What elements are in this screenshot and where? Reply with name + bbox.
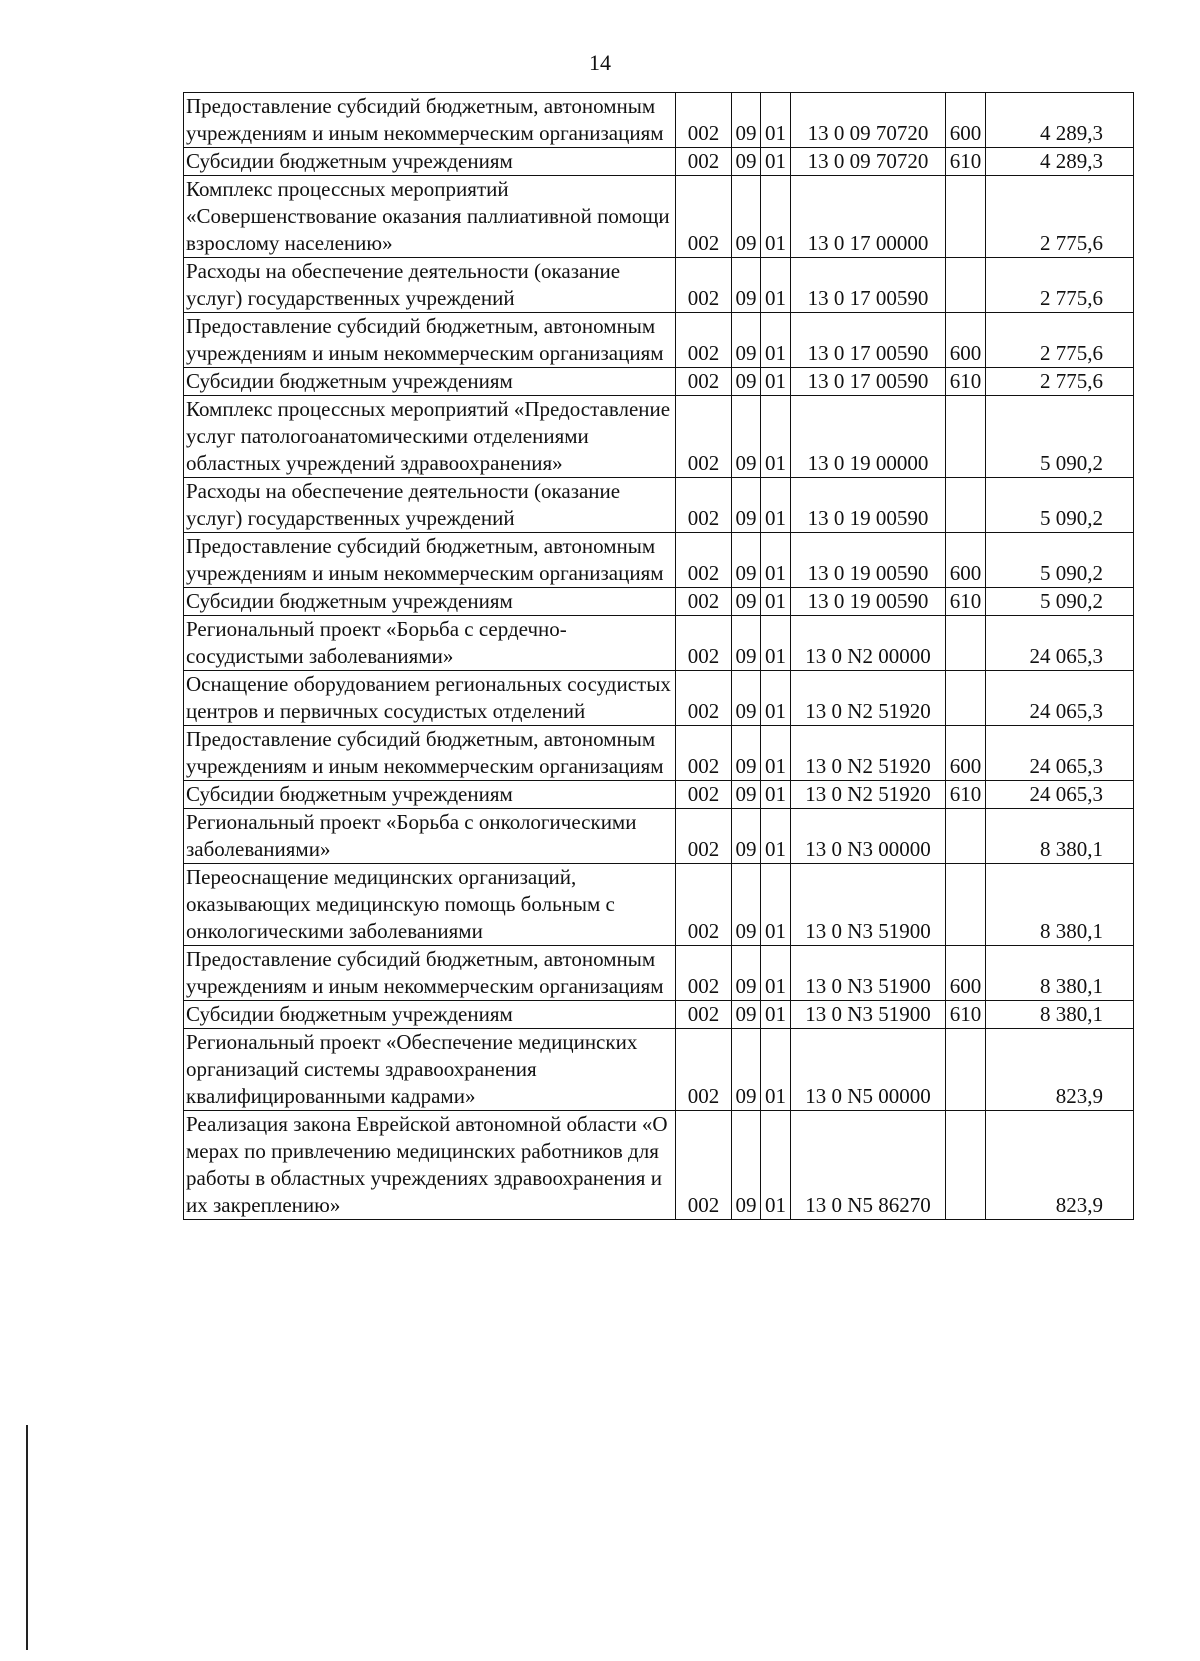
row-name: Субсидии бюджетным учреждениям [184,148,676,176]
row-name: Расходы на обеспечение деятельности (оказание услуг) государственных учреждений [184,478,676,533]
ministry-code: 002 [676,148,732,176]
ministry-code: 002 [676,781,732,809]
subsection-code: 01 [761,1111,791,1220]
subsection-code: 01 [761,368,791,396]
row-name: Комплекс процессных мероприятий «Совершенствование оказания паллиативной помощи взрослому населению» [184,176,676,258]
section-code: 09 [732,313,761,368]
expense-type-code: 610 [946,368,986,396]
ministry-code: 002 [676,864,732,946]
amount: 8 380,1 [986,1001,1134,1029]
section-code: 09 [732,781,761,809]
table-row [184,1111,1134,1220]
table-row [184,1029,1134,1111]
target-article-code: 13 0 N5 00000 [791,1029,946,1111]
row-name: Расходы на обеспечение деятельности (оказание услуг) государственных учреждений [184,258,676,313]
section-code: 09 [732,1029,761,1111]
section-code: 09 [732,368,761,396]
table-row [184,864,1134,946]
target-article-code: 13 0 N5 86270 [791,1111,946,1220]
table-row [184,478,1134,533]
expense-type-code [946,1029,986,1111]
target-article-code: 13 0 N3 51900 [791,946,946,1001]
table-row [184,809,1134,864]
expense-type-code [946,671,986,726]
table-row [184,258,1134,313]
row-name: Региональный проект «Обеспечение медицинских организаций системы здравоохранения квалифицированными кадрами» [184,1029,676,1111]
row-name: Оснащение оборудованием региональных сосудистых центров и первичных сосудистых отделений [184,671,676,726]
row-name: Предоставление субсидий бюджетным, автономным учреждениям и иным некоммерческим организациям [184,533,676,588]
ministry-code: 002 [676,396,732,478]
subsection-code: 01 [761,946,791,1001]
row-name: Предоставление субсидий бюджетным, автономным учреждениям и иным некоммерческим организациям [184,93,676,148]
subsection-code: 01 [761,616,791,671]
target-article-code: 13 0 N3 51900 [791,864,946,946]
amount: 823,9 [986,1029,1134,1111]
target-article-code: 13 0 N2 51920 [791,726,946,781]
row-name: Переоснащение медицинских организаций, оказывающих медицинскую помощь больным с онкологическими заболеваниями [184,864,676,946]
amount: 24 065,3 [986,781,1134,809]
expense-type-code: 600 [946,313,986,368]
target-article-code: 13 0 19 00590 [791,588,946,616]
row-name: Субсидии бюджетным учреждениям [184,1001,676,1029]
target-article-code: 13 0 N2 51920 [791,671,946,726]
expense-type-code [946,258,986,313]
section-code: 09 [732,533,761,588]
ministry-code: 002 [676,533,732,588]
target-article-code: 13 0 19 00590 [791,533,946,588]
section-code: 09 [732,671,761,726]
row-name: Комплекс процессных мероприятий «Предоставление услуг патологоанатомическими отделениями областных учреждений здравоохранения» [184,396,676,478]
row-name: Региональный проект «Борьба с онкологическими заболеваниями» [184,809,676,864]
subsection-code: 01 [761,864,791,946]
row-name: Субсидии бюджетным учреждениям [184,781,676,809]
subsection-code: 01 [761,1029,791,1111]
expense-type-code: 600 [946,726,986,781]
section-code: 09 [732,1111,761,1220]
table-row [184,616,1134,671]
table-row [184,396,1134,478]
table-row [184,148,1134,176]
row-name: Субсидии бюджетным учреждениям [184,368,676,396]
ministry-code: 002 [676,616,732,671]
ministry-code: 002 [676,258,732,313]
target-article-code: 13 0 17 00590 [791,368,946,396]
table-row [184,726,1134,781]
expense-type-code: 610 [946,148,986,176]
subsection-code: 01 [761,93,791,148]
expense-type-code: 610 [946,781,986,809]
expense-type-code [946,809,986,864]
table-row [184,313,1134,368]
subsection-code: 01 [761,176,791,258]
table-row [184,368,1134,396]
expense-type-code [946,616,986,671]
target-article-code: 13 0 N3 00000 [791,809,946,864]
amount: 24 065,3 [986,671,1134,726]
section-code: 09 [732,258,761,313]
ministry-code: 002 [676,1001,732,1029]
row-name: Предоставление субсидий бюджетным, автономным учреждениям и иным некоммерческим организациям [184,946,676,1001]
section-code: 09 [732,864,761,946]
amount: 24 065,3 [986,726,1134,781]
section-code: 09 [732,176,761,258]
section-code: 09 [732,478,761,533]
section-code: 09 [732,946,761,1001]
amount: 5 090,2 [986,588,1134,616]
target-article-code: 13 0 N2 00000 [791,616,946,671]
target-article-code: 13 0 09 70720 [791,148,946,176]
section-code: 09 [732,1001,761,1029]
expense-type-code: 610 [946,1001,986,1029]
expense-type-code: 600 [946,946,986,1001]
amount: 8 380,1 [986,946,1134,1001]
amount: 5 090,2 [986,396,1134,478]
target-article-code: 13 0 N3 51900 [791,1001,946,1029]
table-row [184,588,1134,616]
expense-type-code [946,1111,986,1220]
subsection-code: 01 [761,313,791,368]
section-code: 09 [732,93,761,148]
subsection-code: 01 [761,478,791,533]
subsection-code: 01 [761,781,791,809]
ministry-code: 002 [676,478,732,533]
subsection-code: 01 [761,809,791,864]
amount: 2 775,6 [986,313,1134,368]
amount: 8 380,1 [986,864,1134,946]
amount: 2 775,6 [986,258,1134,313]
scan-margin-line [26,1425,28,1650]
section-code: 09 [732,588,761,616]
ministry-code: 002 [676,946,732,1001]
subsection-code: 01 [761,396,791,478]
amount: 5 090,2 [986,533,1134,588]
expense-type-code [946,478,986,533]
row-name: Субсидии бюджетным учреждениям [184,588,676,616]
table-row [184,781,1134,809]
section-code: 09 [732,726,761,781]
target-article-code: 13 0 19 00590 [791,478,946,533]
target-article-code: 13 0 N2 51920 [791,781,946,809]
ministry-code: 002 [676,313,732,368]
ministry-code: 002 [676,368,732,396]
amount: 8 380,1 [986,809,1134,864]
target-article-code: 13 0 17 00590 [791,258,946,313]
expense-type-code: 600 [946,533,986,588]
ministry-code: 002 [676,588,732,616]
subsection-code: 01 [761,588,791,616]
expense-type-code [946,176,986,258]
amount: 823,9 [986,1111,1134,1220]
amount: 4 289,3 [986,148,1134,176]
expense-type-code: 610 [946,588,986,616]
target-article-code: 13 0 19 00000 [791,396,946,478]
subsection-code: 01 [761,1001,791,1029]
table-row [184,533,1134,588]
row-name: Реализация закона Еврейской автономной области «О мерах по привлечению медицинских работников для работы в областных учреждениях здравоохранения и их закреплению» [184,1111,676,1220]
target-article-code: 13 0 17 00590 [791,313,946,368]
subsection-code: 01 [761,533,791,588]
row-name: Предоставление субсидий бюджетным, автономным учреждениям и иным некоммерческим организациям [184,313,676,368]
subsection-code: 01 [761,671,791,726]
amount: 24 065,3 [986,616,1134,671]
amount: 4 289,3 [986,93,1134,148]
ministry-code: 002 [676,93,732,148]
table-row [184,671,1134,726]
table-row [184,93,1134,148]
section-code: 09 [732,148,761,176]
table-row [184,176,1134,258]
subsection-code: 01 [761,148,791,176]
amount: 2 775,6 [986,176,1134,258]
table-row [184,946,1134,1001]
section-code: 09 [732,396,761,478]
ministry-code: 002 [676,176,732,258]
table-row [184,1001,1134,1029]
page-number: 14 [589,50,611,75]
expense-type-code [946,864,986,946]
row-name: Региональный проект «Борьба с сердечно-сосудистыми заболеваниями» [184,616,676,671]
amount: 2 775,6 [986,368,1134,396]
amount: 5 090,2 [986,478,1134,533]
subsection-code: 01 [761,258,791,313]
target-article-code: 13 0 09 70720 [791,93,946,148]
row-name: Предоставление субсидий бюджетным, автономным учреждениям и иным некоммерческим организациям [184,726,676,781]
ministry-code: 002 [676,726,732,781]
ministry-code: 002 [676,1029,732,1111]
target-article-code: 13 0 17 00000 [791,176,946,258]
section-code: 09 [732,809,761,864]
ministry-code: 002 [676,1111,732,1220]
ministry-code: 002 [676,671,732,726]
ministry-code: 002 [676,809,732,864]
budget-table [183,92,1134,1220]
subsection-code: 01 [761,726,791,781]
section-code: 09 [732,616,761,671]
expense-type-code: 600 [946,93,986,148]
expense-type-code [946,396,986,478]
